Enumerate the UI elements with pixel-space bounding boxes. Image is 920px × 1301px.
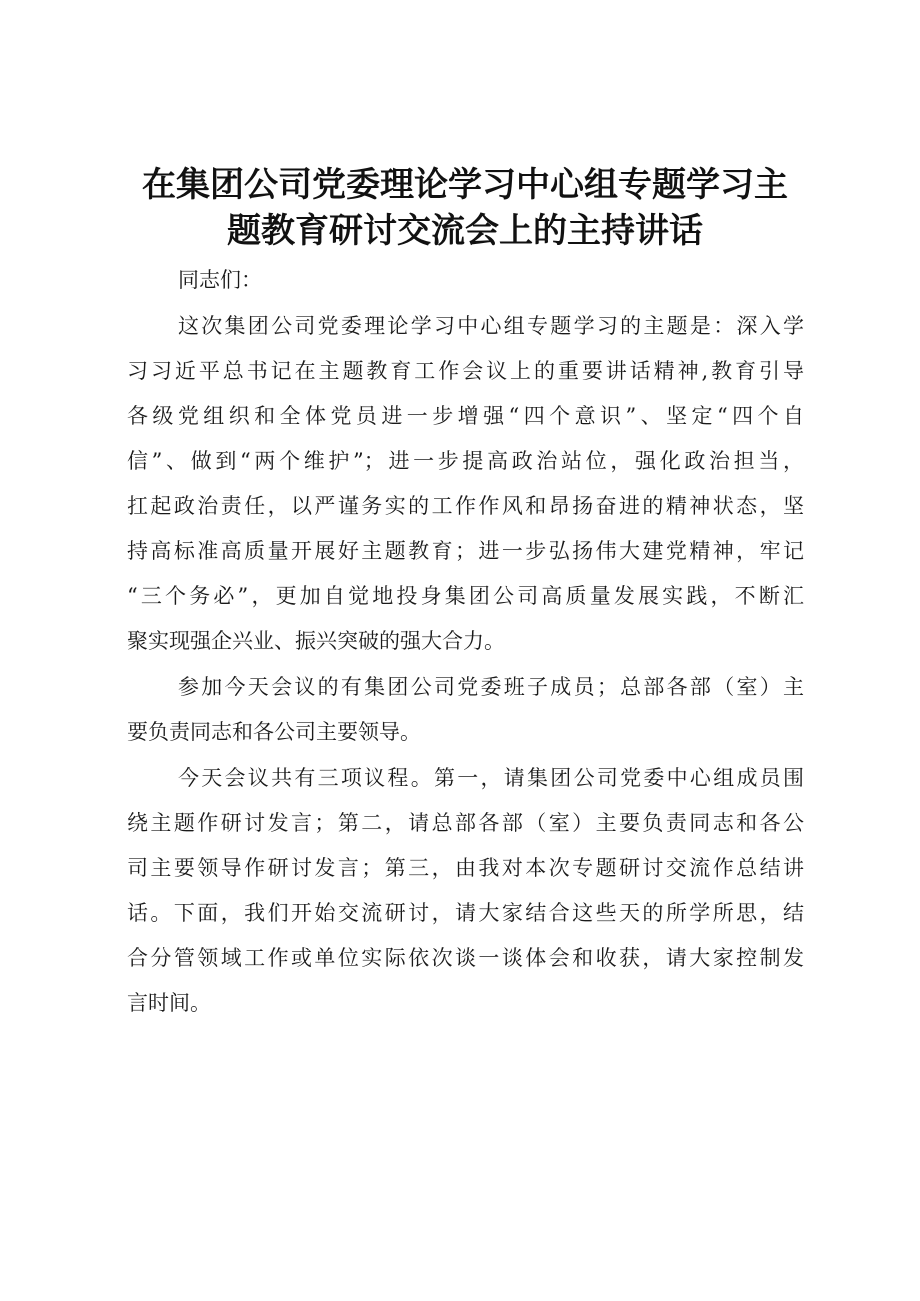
paragraph-1-line-8: 聚实现强企兴业、振兴突破的强大合力。 [127,629,505,653]
paragraph-1-line-1: 这次集团公司党委理论学习中心组专题学习的主题是：深入学 [178,314,804,338]
paragraph-2-line-2: 要负责同志和各公司主要领导。 [127,720,421,744]
paragraph-2-line-1: 参加今天会议的有集团公司党委班子成员；总部各部（室）主 [178,675,804,699]
paragraph-1-line-7: “三个务必”，更加自觉地投身集团公司高质量发展实践，不断汇 [127,584,804,608]
paragraph-3-line-1: 今天会议共有三项议程。第一，请集团公司党委中心组成员围 [178,766,804,790]
document-title-line-1: 在集团公司党委理论学习中心组专题学习主 [142,165,788,205]
paragraph-1-line-3: 各级党组织和全体党员进一步增强“四个意识”、坚定“四个自 [127,404,804,428]
paragraph-1-line-2: 习习近平总书记在主题教育工作会议上的重要讲话精神,教育引导 [127,359,804,383]
document-title-line-2: 题教育研讨交流会上的主持讲话 [227,211,703,251]
paragraph-1-line-6: 持高标准高质量开展好主题教育；进一步弘扬伟大建党精神，牢记 [127,539,804,563]
paragraph-3-line-2: 绕主题作研讨发言；第二，请总部各部（室）主要负责同志和各公 [127,811,804,835]
paragraph-3-line-5: 合分管领域工作或单位实际依次谈一谈体会和收获，请大家控制发 [127,946,804,970]
paragraph-1-line-4: 信”、做到“两个维护”；进一步提高政治站位，强化政治担当， [127,449,804,473]
paragraph-3-line-4: 话。下面，我们开始交流研讨，请大家结合这些天的所学所思，结 [127,901,804,925]
paragraph-3-line-3: 司主要领导作研讨发言；第三，由我对本次专题研讨交流作总结讲 [127,856,804,880]
salutation: 同志们： [178,268,262,292]
paragraph-1-line-5: 扛起政治责任，以严谨务实的工作作风和昂扬奋进的精神状态，坚 [127,494,804,518]
paragraph-3-line-6: 言时间。 [127,991,211,1015]
